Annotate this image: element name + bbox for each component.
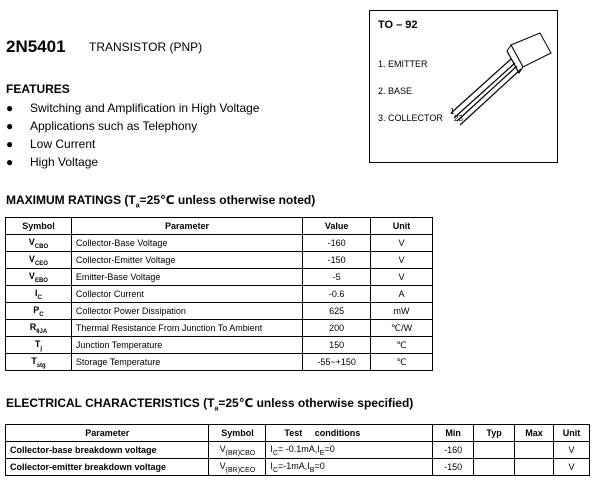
symbol-cell: $T_j$ bbox=[6, 337, 72, 354]
max-cell bbox=[515, 459, 554, 476]
value-cell: -5 bbox=[303, 269, 371, 286]
feature-item: ● High Voltage bbox=[6, 155, 99, 169]
table-row bbox=[6, 286, 433, 303]
symbol-cell: $T_{stg}$ bbox=[6, 354, 72, 371]
table-row bbox=[6, 269, 433, 286]
value-cell: 625 bbox=[303, 303, 371, 320]
col-header: Typ bbox=[474, 425, 515, 442]
features-heading: FEATURES bbox=[6, 82, 70, 96]
value-cell: -150 bbox=[303, 252, 371, 269]
value-cell: -55~+150 bbox=[303, 354, 371, 371]
electrical-heading: ELECTRICAL CHARACTERISTICS ($T_a=25℃$ unless otherwise specified) bbox=[6, 396, 414, 413]
features-list bbox=[6, 99, 259, 171]
typ-cell bbox=[474, 442, 515, 459]
table-row bbox=[6, 354, 433, 371]
symbol-cell: $V_{(BR)CEO}$ bbox=[209, 459, 266, 476]
table-row bbox=[6, 459, 590, 476]
conditions-cell: $I_C= -0.1mA,I_E=0$ bbox=[266, 442, 433, 459]
package-box bbox=[369, 10, 558, 163]
parameter-cell: Storage Temperature bbox=[71, 354, 302, 371]
table-row bbox=[6, 320, 433, 337]
unit-cell: A bbox=[371, 286, 433, 303]
table-header-row bbox=[6, 218, 433, 235]
symbol-cell: $V_{CEO}$ bbox=[6, 252, 72, 269]
col-header: Max bbox=[515, 425, 554, 442]
col-header: Value bbox=[303, 218, 371, 235]
table-row bbox=[6, 235, 433, 252]
table-row bbox=[6, 337, 433, 354]
symbol-cell: $V_{EBO}$ bbox=[6, 269, 72, 286]
pin-number-1: 1 bbox=[450, 107, 455, 116]
table-row bbox=[6, 303, 433, 320]
min-cell: -150 bbox=[433, 459, 474, 476]
feature-item: ● Switching and Amplification in High Voltage bbox=[6, 101, 260, 115]
electrical-table bbox=[5, 424, 590, 476]
table-row bbox=[6, 442, 590, 459]
symbol-cell: $I_C$ bbox=[6, 286, 72, 303]
unit-cell: V bbox=[371, 235, 433, 252]
bullet-icon: ● bbox=[6, 155, 14, 169]
bullet-icon: ● bbox=[6, 137, 14, 151]
table-header-row bbox=[6, 425, 590, 442]
unit-cell: V bbox=[371, 269, 433, 286]
symbol-cell: $R_{\theta JA}$ bbox=[6, 320, 72, 337]
package-title: TO – 92 bbox=[378, 19, 418, 31]
parameter-cell: Collector-Base Voltage bbox=[71, 235, 302, 252]
col-header: Parameter bbox=[6, 425, 209, 442]
feature-item: ● Applications such as Telephony bbox=[6, 119, 198, 133]
parameter-cell: Thermal Resistance From Junction To Ambient bbox=[71, 320, 302, 337]
typ-cell bbox=[474, 459, 515, 476]
max-cell bbox=[515, 442, 554, 459]
unit-cell: ℃ bbox=[371, 337, 433, 354]
symbol-cell: $V_{CBO}$ bbox=[6, 235, 72, 252]
pin-label-base: 2. BASE bbox=[378, 86, 413, 96]
unit-cell: V bbox=[554, 442, 590, 459]
col-header: Unit bbox=[554, 425, 590, 442]
parameter-cell: Collector Current bbox=[71, 286, 302, 303]
max-ratings-heading: MAXIMUM RATINGS ($T_a=25℃$ unless otherwise noted) bbox=[6, 193, 316, 210]
unit-cell: V bbox=[371, 252, 433, 269]
part-description: TRANSISTOR (PNP) bbox=[89, 40, 203, 54]
parameter-cell: Collector Power Dissipation bbox=[71, 303, 302, 320]
col-header: Symbol bbox=[209, 425, 266, 442]
pin-label-emitter: 1. EMITTER bbox=[378, 59, 428, 69]
pin-number-23: 23 bbox=[454, 114, 463, 123]
bullet-icon: ● bbox=[6, 119, 14, 133]
parameter-cell: Collector-Emitter Voltage bbox=[71, 252, 302, 269]
min-cell: -160 bbox=[433, 442, 474, 459]
symbol-cell: $P_C$ bbox=[6, 303, 72, 320]
parameter-cell: Emitter-Base Voltage bbox=[71, 269, 302, 286]
unit-cell: V bbox=[554, 459, 590, 476]
unit-cell: ℃/W bbox=[371, 320, 433, 337]
part-number: 2N5401 bbox=[6, 37, 66, 56]
col-header: Parameter bbox=[71, 218, 302, 235]
parameter-cell: Junction Temperature bbox=[71, 337, 302, 354]
symbol-cell: $V_{(BR)CBO}$ bbox=[209, 442, 266, 459]
value-cell: -160 bbox=[303, 235, 371, 252]
unit-cell: mW bbox=[371, 303, 433, 320]
value-cell: 200 bbox=[303, 320, 371, 337]
col-header: Min bbox=[433, 425, 474, 442]
unit-cell: ℃ bbox=[371, 354, 433, 371]
conditions-cell: $I_C=-1mA,I_B=0$ bbox=[266, 459, 433, 476]
col-header: Test conditions bbox=[266, 425, 433, 442]
parameter-cell: Collector-base breakdown voltage bbox=[6, 442, 209, 459]
value-cell: -0.6 bbox=[303, 286, 371, 303]
table-row bbox=[6, 252, 433, 269]
feature-item: ● Low Current bbox=[6, 137, 96, 151]
value-cell: 150 bbox=[303, 337, 371, 354]
col-header: Unit bbox=[371, 218, 433, 235]
bullet-icon: ● bbox=[6, 101, 14, 115]
pin-label-collector: 3. COLLECTOR bbox=[378, 113, 443, 123]
parameter-cell: Collector-emitter breakdown voltage bbox=[6, 459, 209, 476]
col-header: Symbol bbox=[6, 218, 72, 235]
max-ratings-table bbox=[5, 217, 433, 371]
